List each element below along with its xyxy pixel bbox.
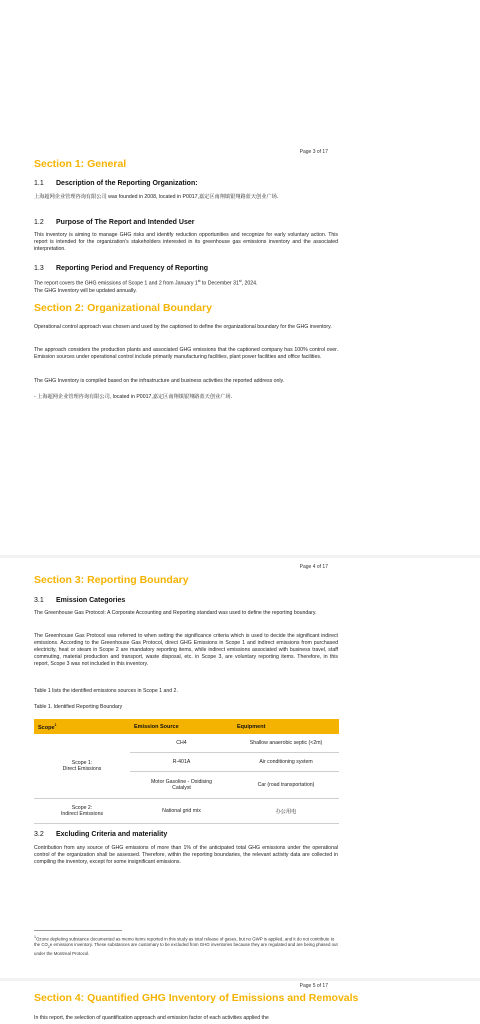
document-page-5 xyxy=(0,981,480,1024)
emission-source-cell xyxy=(130,772,233,799)
subsection-1-2-heading xyxy=(34,219,194,226)
subsection-number: 3.2 xyxy=(34,831,44,838)
organization-description xyxy=(34,194,338,201)
update-frequency-text: The GHG Inventory will be updated annually. xyxy=(34,287,137,294)
subsection-number: 1.3 xyxy=(34,265,44,272)
table-header-scope xyxy=(34,719,130,734)
section-3-heading: Section 3: Reporting Boundary xyxy=(34,574,189,586)
page-number: Page 3 of 17 xyxy=(299,149,328,155)
table-header-equipment: Equipment xyxy=(233,719,339,734)
subsection-number: 1.1 xyxy=(34,180,44,187)
organization-founding-text: was founded in 2008, located in P0017, xyxy=(106,194,199,200)
section-2-heading: Section 2: Organizational Boundary xyxy=(34,302,212,314)
period-text-a: The report covers the GHG emissions of Scope 1 and 2 from January 1 xyxy=(34,280,198,287)
footnote xyxy=(34,935,338,957)
organization-address: 嘉定区南翔镇银翔路蓝天创业广场. xyxy=(198,194,279,200)
footnote-text-b: e emissions inventory. These substances are customary to be excluded from GHG inventories because they are regulated and are being phased out under the Montreal Protocol. xyxy=(34,942,338,956)
table-caption: Table 1. Identified Reporting Boundary xyxy=(34,704,123,710)
emission-categories-paragraph-2: The Greenhouse Gas Protocol was referred to when setting the significance criteria which is used to decide the significant indirect emissions. According to the Greenhouse Gas Protocol, direct GHG Emissions in Scope 1 and indirect emissions from purchased electricity, heat or steam in Scope 2 are mandatory reporting items, while indirect emissions associated with business travel, staff commuting, material production and transport, waste disposal, etc. in Scope 3, are voluntary reporting items. Therefore, in this report, Scope 3 was not included in this inventory. xyxy=(34,633,338,667)
page-number: Page 4 of 17 xyxy=(299,564,328,570)
subsection-title: Emission Categories xyxy=(56,597,126,604)
bullet-dash: - xyxy=(34,394,38,400)
organization-address: 嘉定区南翔镇银翔路蓝天创业广场. xyxy=(152,394,233,400)
subsection-3-1-heading xyxy=(34,597,125,604)
subsection-number: 1.2 xyxy=(34,219,44,226)
organization-name: 上海超网企业管理咨询有限公司 xyxy=(37,394,110,400)
footnote-text-a: Ozone depleting substance documented as memo items reported in this study as total release of gases, but no GWP is applied, and it do not contribute to the CO xyxy=(34,936,335,948)
org-boundary-paragraph-3: The GHG Inventory is compiled based on the infrastructure and business activities the reported address only. xyxy=(34,378,285,384)
equipment-cell: Shallow anaerobic septic (<2m) xyxy=(233,734,339,753)
subsection-3-2-heading xyxy=(34,831,167,838)
emission-source-cell: CH4 xyxy=(130,734,233,753)
period-text-c: , 2024. xyxy=(241,280,258,287)
scope-description: Direct Emissions xyxy=(62,766,102,772)
organization-name: 上海超网企业管理咨询有限公司 xyxy=(34,194,107,200)
org-boundary-paragraph-2: The approach considers the production plants and associated GHG emissions that the captioned company has 100% control over. Emission sources under operational control include primarily manufacturing facilities, plant power facilities and office facilities. xyxy=(34,347,338,360)
footnote-reference: 1 xyxy=(54,722,57,727)
emission-source-cell: R-401A xyxy=(130,753,233,772)
source-text: Motor Gasoline - Oxidising xyxy=(150,779,213,785)
page-number: Page 5 of 17 xyxy=(299,983,328,989)
org-boundary-paragraph-1: Operational control approach was chosen and used by the captioned to define the organizational boundary for the GHG inventory. xyxy=(34,324,332,330)
scope-label: Scope 2: xyxy=(71,805,93,811)
scope-label: Scope 1: xyxy=(71,760,93,766)
emission-categories-paragraph-1: The Greenhouse Gas Protocol: A Corporate Accounting and Reporting standard was used to define the reporting boundary. xyxy=(34,610,317,616)
emission-source-cell: National grid mix xyxy=(130,799,233,824)
table-header-row xyxy=(34,719,339,734)
subsection-title: Purpose of The Report and Intended User xyxy=(56,219,195,226)
table-row xyxy=(34,734,339,753)
document-page-4 xyxy=(0,558,480,978)
equipment-cell: Car (road transportation) xyxy=(233,772,339,799)
header-label: Scope xyxy=(38,724,55,731)
scope-description: Indirect Emissions xyxy=(60,811,104,817)
equipment-cell: 办公用电 xyxy=(233,799,339,824)
reporting-boundary-table xyxy=(34,719,339,824)
footnote-separator xyxy=(34,930,122,931)
section-4-heading: Section 4: Quantified GHG Inventory of Emissions and Removals xyxy=(34,992,359,1004)
equipment-cell: Air conditioning system xyxy=(233,753,339,772)
footnote-marker: 1 xyxy=(34,935,36,939)
org-boundary-bullet xyxy=(34,394,338,401)
location-text: , located in P0017, xyxy=(109,394,153,400)
subsection-1-1-heading xyxy=(34,180,198,187)
table-header-emission-source: Emission Source xyxy=(130,719,233,734)
section-1-heading: Section 1: General xyxy=(34,158,127,170)
ordinal-suffix: st xyxy=(197,279,201,283)
purpose-paragraph: This inventory is aiming to manage GHG risks and identify reduction opportunities and recognize for early voluntary action. This report is intended for the organization’s stakeholders interested in its greenhouse gas emissions inventory and the associated interpretation. xyxy=(34,232,338,252)
subsection-title: Description of the Reporting Organization: xyxy=(56,180,198,187)
subsection-title: Reporting Period and Frequency of Reporting xyxy=(56,265,209,272)
subsection-number: 3.1 xyxy=(34,597,44,604)
subsection-1-3-heading xyxy=(34,265,208,272)
quantification-paragraph: In this report, the selection of quantification approach and emission factor of each activities applied the xyxy=(34,1015,269,1021)
reporting-period-paragraph xyxy=(34,278,338,295)
subsection-title: Excluding Criteria and materiality xyxy=(56,831,168,838)
scope-1-cell xyxy=(34,734,130,799)
source-text: Catalyst xyxy=(172,785,191,791)
ordinal-suffix: st xyxy=(238,279,242,283)
emission-categories-paragraph-3: Table 1 lists the identified emissions sources in Scope 1 and 2. xyxy=(34,688,178,694)
table-row xyxy=(34,799,339,824)
excluding-criteria-paragraph: Contribution from any source of GHG emissions of more than 1% of the anticipated total GHG emissions under the operational control of the organization shall be assessed. Therefore, within the reporting boundaries, the relevant activity data are collected in compiling the inventory, except for some insignificant emissions. xyxy=(34,845,338,865)
scope-2-cell xyxy=(34,799,130,824)
subscript: 2 xyxy=(47,945,50,950)
period-text-b: to December 31 xyxy=(200,280,239,287)
